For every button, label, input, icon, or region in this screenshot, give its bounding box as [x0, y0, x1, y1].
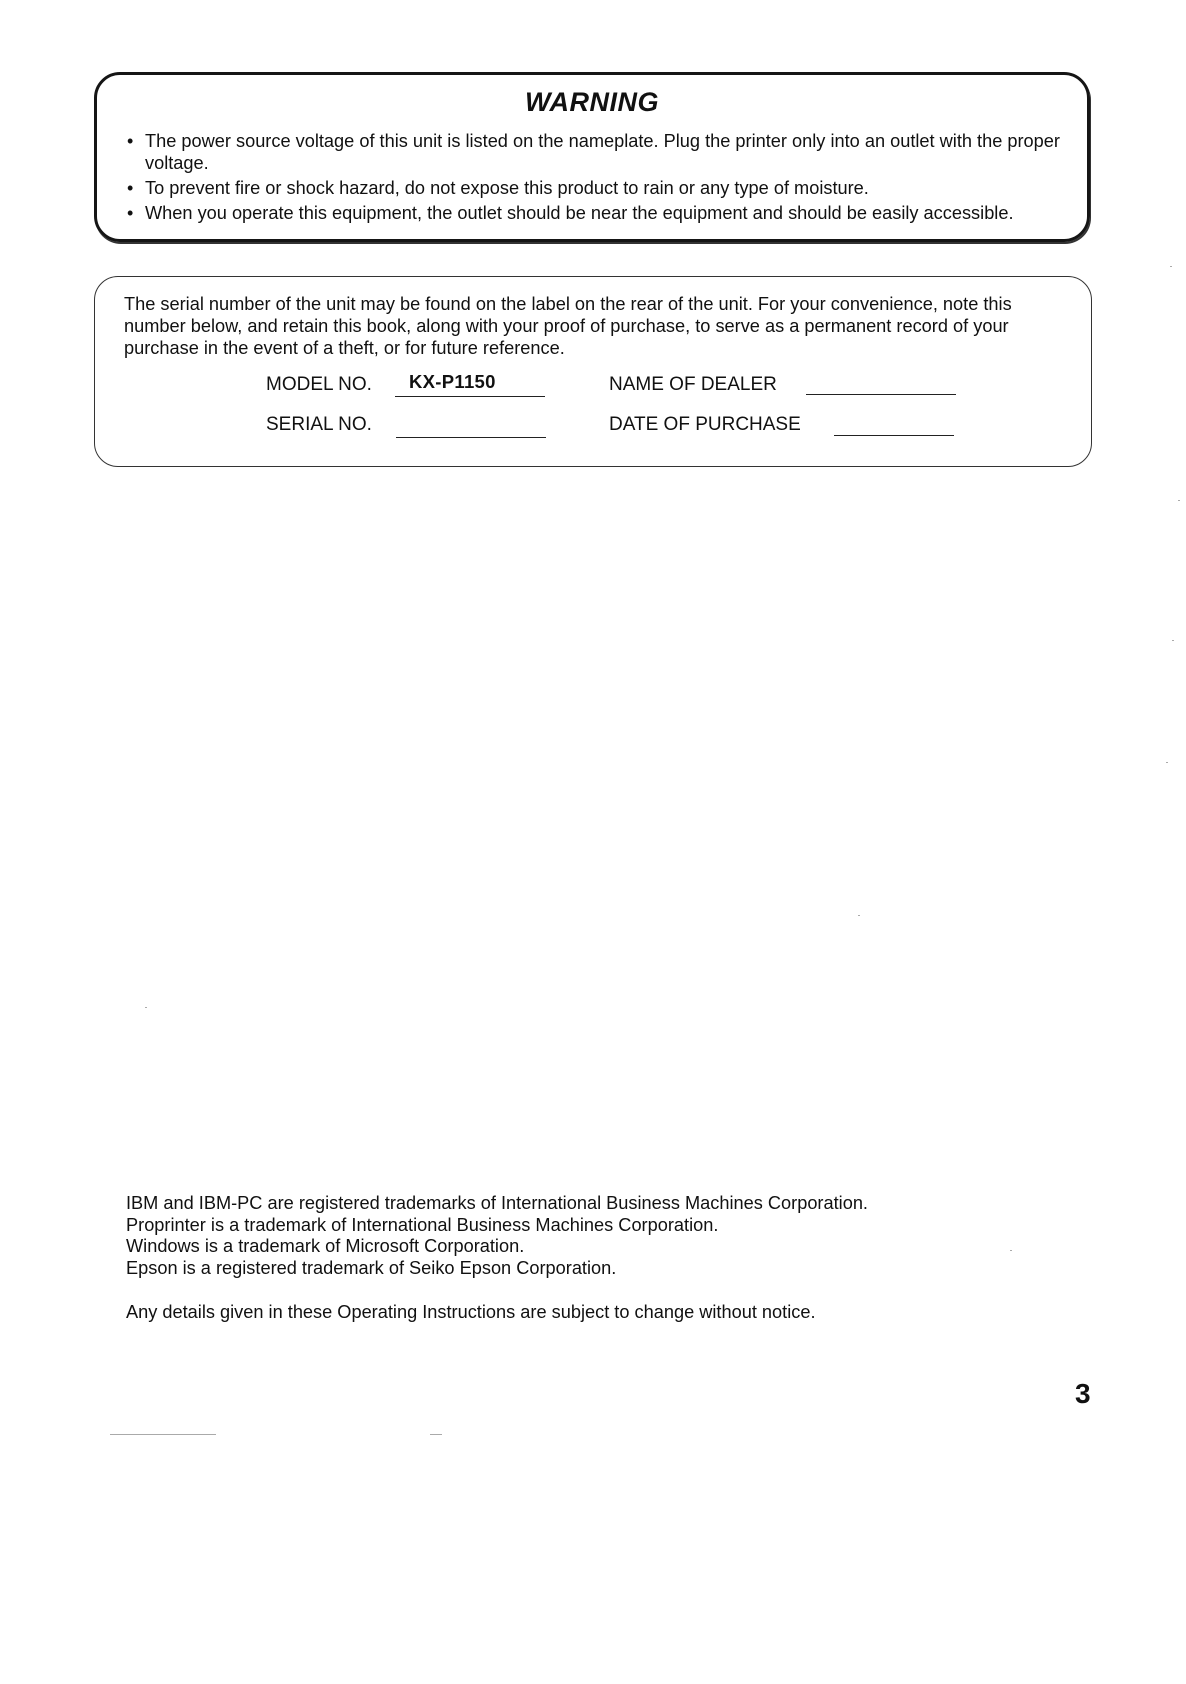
- warning-item: [127, 177, 1061, 199]
- warning-item-text: To prevent fire or shock hazard, do not expose this product to rain or any type of moisture.: [145, 178, 869, 198]
- trademark-line: IBM and IBM-PC are registered trademarks of International Business Machines Corporation.: [126, 1193, 868, 1213]
- purchase-date-field: [834, 411, 954, 436]
- trademark-line: Proprinter is a trademark of International Business Machines Corporation.: [126, 1214, 719, 1235]
- model-no-value: KX-P1150: [409, 371, 496, 392]
- warning-title: WARNING: [525, 87, 659, 117]
- warning-box: [94, 72, 1090, 242]
- purchase-date-label: DATE OF PURCHASE: [609, 414, 801, 435]
- trademark-line: Windows is a trademark of Microsoft Corporation.: [126, 1236, 525, 1257]
- serial-record-box: [94, 276, 1092, 467]
- bullet-icon: •: [127, 131, 134, 151]
- change-notice: Any details given in these Operating Instructions are subject to change without notice.: [126, 1302, 816, 1322]
- model-no-label: MODEL NO.: [266, 374, 372, 395]
- warning-item: [127, 130, 1061, 174]
- warning-item-text: When you operate this equipment, the outlet should be near the equipment and should be easily accessible.: [145, 203, 1014, 223]
- bullet-icon: •: [127, 203, 134, 223]
- dealer-name-label: NAME OF DEALER: [609, 374, 777, 395]
- trademark-notices: [126, 1193, 868, 1279]
- scan-speck: [430, 1434, 442, 1435]
- serial-instructions: The serial number of the unit may be found on the label on the rear of the unit. For your convenience, note this number below, and retain this book, along with your proof of purchase, to serve as a permanent record of your purchase in the event of a theft, or for future reference.: [124, 294, 1012, 358]
- dealer-name-field: [806, 370, 956, 395]
- scan-speck: [110, 1434, 216, 1435]
- serial-no-field: [396, 413, 546, 438]
- scan-speck: [1172, 640, 1174, 641]
- bullet-icon: •: [127, 178, 134, 198]
- scan-speck: [145, 1007, 147, 1008]
- warning-item: [127, 202, 1061, 224]
- scan-speck: [1166, 762, 1168, 763]
- page-number: 3: [1075, 1378, 1091, 1409]
- scan-speck: [1178, 500, 1180, 501]
- serial-no-label: SERIAL NO.: [266, 414, 372, 435]
- trademark-line: Epson is a registered trademark of Seiko Epson Corporation.: [126, 1257, 617, 1278]
- warning-list: [127, 130, 1061, 227]
- scan-speck: [1010, 1250, 1012, 1251]
- scan-speck: [858, 915, 860, 916]
- scan-speck: [1170, 266, 1172, 267]
- warning-item-text: The power source voltage of this unit is listed on the nameplate. Plug the printer only into an outlet with the proper voltage.: [145, 131, 1060, 173]
